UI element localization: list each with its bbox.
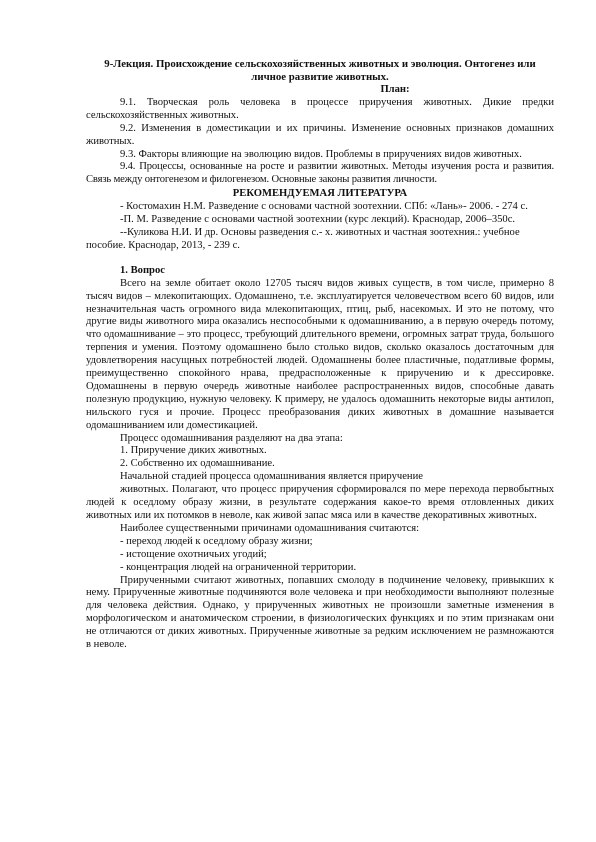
lecture-title: 9-Лекция. Происхождение сельскохозяйственных животных и эволюция. Онтогенез или личное развитие животных. <box>104 58 536 83</box>
stage-text-first: Начальной стадией процесса одомашнивания является приручение <box>120 471 423 483</box>
literature-item: -П. М. Разведение с основами частной зоотехнии (курс лекций). Краснодар, 2006–350с. <box>120 214 516 226</box>
plan-item: 9.4. Процессы, основанные на росте и развитии животных. Методы изучения роста и развития. Связь между онтогенезом и филогенезом. Основные законы развития личности. <box>86 161 554 186</box>
spacer <box>86 253 554 265</box>
final-paragraph: Прирученными считают животных, попавших смолоду в подчинение человеку, привыкших к нему. Прирученные животные подчиняются воле человека и при необходимости выполняют полезные для человека действия. Однако, у прирученных животных не произошли заметные изменения в морфологическом и анатомическом строении, в физиологических функциях и по этим признакам они не отличаются от диких животных. Прирученные животные за редким исключением не размножаются в неволе. <box>86 574 554 651</box>
stage-item: 2. Собственно их одомашнивание. <box>120 458 275 470</box>
plan-item: 9.2. Изменения в доместикации и их причины. Изменение основных признаков домашних животных. <box>86 122 554 147</box>
document-page <box>86 58 554 652</box>
stage-item: 1. Приручение диких животных. <box>120 445 267 457</box>
literature-heading: РЕКОМЕНДУЕМАЯ ЛИТЕРАТУРА <box>232 188 408 200</box>
reason-item: - переход людей к оседлому образу жизни; <box>120 535 313 547</box>
stage-text-rest: животных. Полагают, что процесс приручения сформировался по мере перехода первобытных людей к оседлому образу жизни, в результате содержания какое-то время отловленных диких животных или их потомков в неволе, как живой запас мяса или в качестве декоративных животных. <box>86 484 554 521</box>
question-heading: 1. Вопрос <box>120 264 165 276</box>
literature-item: - Костомахин Н.М. Разведение с основами частной зоотехнии. СПб: «Лань»- 2006. - 274 с. <box>120 201 528 213</box>
reason-item: - истощение охотничьих угодий; <box>120 548 267 560</box>
body-paragraph: Всего на земле обитает около 12705 тысяч видов живых существ, в том числе, примерно 8 тысяч видов – млекопитающих. Одомашнено, т.е. эксплуатируется человечеством всего 60 видов, или незначительная часть огромного вида млекопитающих, птиц, рыб, насекомых. И это не потому, что другие виды животного мира оказались неспособными к одомашниванию, а в первую очередь потому, что одомашнивание – это процесс, требующий длительного времени, огромных затрат труда, большого терпения и умения. Поэтому одомашнено было столько видов, сколько оказалось достаточным для удовлетворения насущных потребностей людей. Одомашнены более пластичные, податливые формы, преимущественно спокойного нрава, предрасположенные к приручению и к дрессировке. Одомашнены в первую очередь животные наиболее распространенных видов, способные давать полезную продукцию, нужную человеку. К примеру, не удалось одомашнить некоторые виды антилоп, нильского гуся и прочие. Процесс преобразования диких животных в домашние называется одомашниванием или доместикацией. <box>86 277 554 431</box>
reasons-heading: Наиболее существенными причинами одомашнивания считаются: <box>120 522 420 534</box>
plan-item: 9.1. Творческая роль человека в процессе приручения животных. Дикие предки сельскохозяйственных животных. <box>86 96 554 121</box>
plan-item: 9.3. Факторы влияющие на эволюцию видов. Проблемы в приручениях видов животных. <box>120 148 522 160</box>
literature-item: --Куликова Н.И. И др. Основы разведения с.- х. животных и частная зоотехния.: учебное пособие. Краснодар, 2013, - 239 с. <box>86 226 520 251</box>
reason-item: - концентрация людей на ограниченной территории. <box>120 561 357 573</box>
body-paragraph: Процесс одомашнивания разделяют на два этапа: <box>120 432 343 444</box>
plan-heading: План: <box>380 84 410 95</box>
